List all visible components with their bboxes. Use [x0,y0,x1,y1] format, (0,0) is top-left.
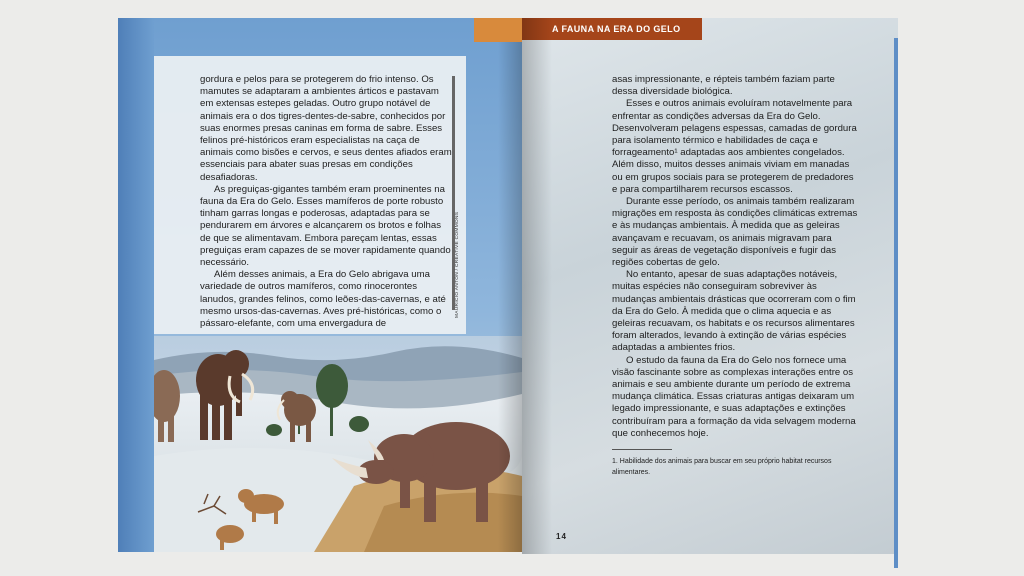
right-paragraph-5: O estudo da fauna da Era do Gelo nos fornece uma visão fascinante sobre as complexas interações entre os animais e seu ambiente durante um período de extrema mudança climática. Essas criaturas antigas deixaram um legado impressionante, e suas adaptações e extinções contribuíram para a formação da vida selvagem moderna que conhecemos hoje. [612,354,856,439]
chapter-header: A FAUNA NA ERA DO GELO [522,18,702,40]
gutter-shadow-right [522,18,552,554]
right-paragraph-4: No entanto, apesar de suas adaptações notáveis, muitas espécies não conseguiram sobreviver às mudanças ambientais drásticas que ocorreram com o fim da Era do Gelo. À medida que o clima aquecia e as geleiras recuavam, os habitats e os recursos alimentares foram alterados, levando à extinção de várias espécies adaptadas a ambientes frios. [612,269,856,354]
left-paragraph-2: As preguiças-gigantes também eram proeminentes na fauna da Era do Gelo. Esses mamíferos de porte robusto tinham garras longas e poderosas, adaptadas para se pendurarem em árvores e alcançarem os brotos e folhas de que se alimentavam. Embora pareçam lentas, essas preguiças eram capazes de se mover rapidamente quando necessário. [200,183,451,269]
gutter-shadow-left [498,18,522,552]
footnote: 1. Habilidade dos animais para buscar em seu próprio habitat recursos alimentares. [612,458,832,476]
right-paragraph-2: Esses e outros animais evoluíram notavelmente para enfrentar as condições adversas da Era do Gelo. Desenvolveram pelagens espessas, camadas de gordura para isolamento térmico e habilidades de caça e forrageamento¹ adaptadas aos ambientes congelados. Além disso, muitos desses animais viviam em manadas ou em grupos sociais para se protegerem de predadores e para compartilharem recursos escassos. [612,98,857,195]
footnote-rule [612,449,672,450]
left-paragraph-3: Além desses animais, a Era do Gelo abrigava uma variedade de outros mamíferos, como rinocerontes lanudos, grandes felinos, como leões-das-cavernas, e até mesmo ursos-das-cavernas. Aves pré-históricas, como o pássaro-elefante, com uma envergadura de [200,269,446,330]
left-text-column [200,74,452,330]
right-paragraph-3: Durante esse período, os animais também realizaram migrações em resposta às condições climáticas extremas e às mudanças ambientais. À medida que as geleiras avançavam e recuavam, os animais migravam para seguir as áreas de vegetação disponíveis e fugir das regiões cobertas de gelo. [612,196,858,269]
photo-credit: MAURICIO ANTÓN / CREATIVE COMMONS [455,211,460,318]
right-paragraph-1: asas impressionante, e répteis também faziam parte dessa diversidade biológica. [612,74,835,98]
ice-age-illustration [154,336,522,552]
right-text-column [612,74,860,440]
right-page [522,18,898,554]
left-paragraph-1: gordura e pelos para se protegerem do frio intenso. Os mamutes se adaptaram a ambientes árticos e pastavam em extensas estepes geladas. Outro grupo notável de animais era o dos tigres-dentes-de-sabre, conhecidos por suas enormes presas caninas em forma de sabre. Esses felinos pré-históricos eram especialistas na caça de animais como bisões e cervos, e seus dentes afiados eram essenciais para abater suas presas em condições desafiadoras. [200,74,452,183]
back-cover-edge [894,38,898,568]
page-number: 14 [556,532,567,541]
header-accent-tab [474,18,522,42]
left-page-edge-strip [118,18,154,552]
open-book [118,18,898,554]
left-page [118,18,523,552]
